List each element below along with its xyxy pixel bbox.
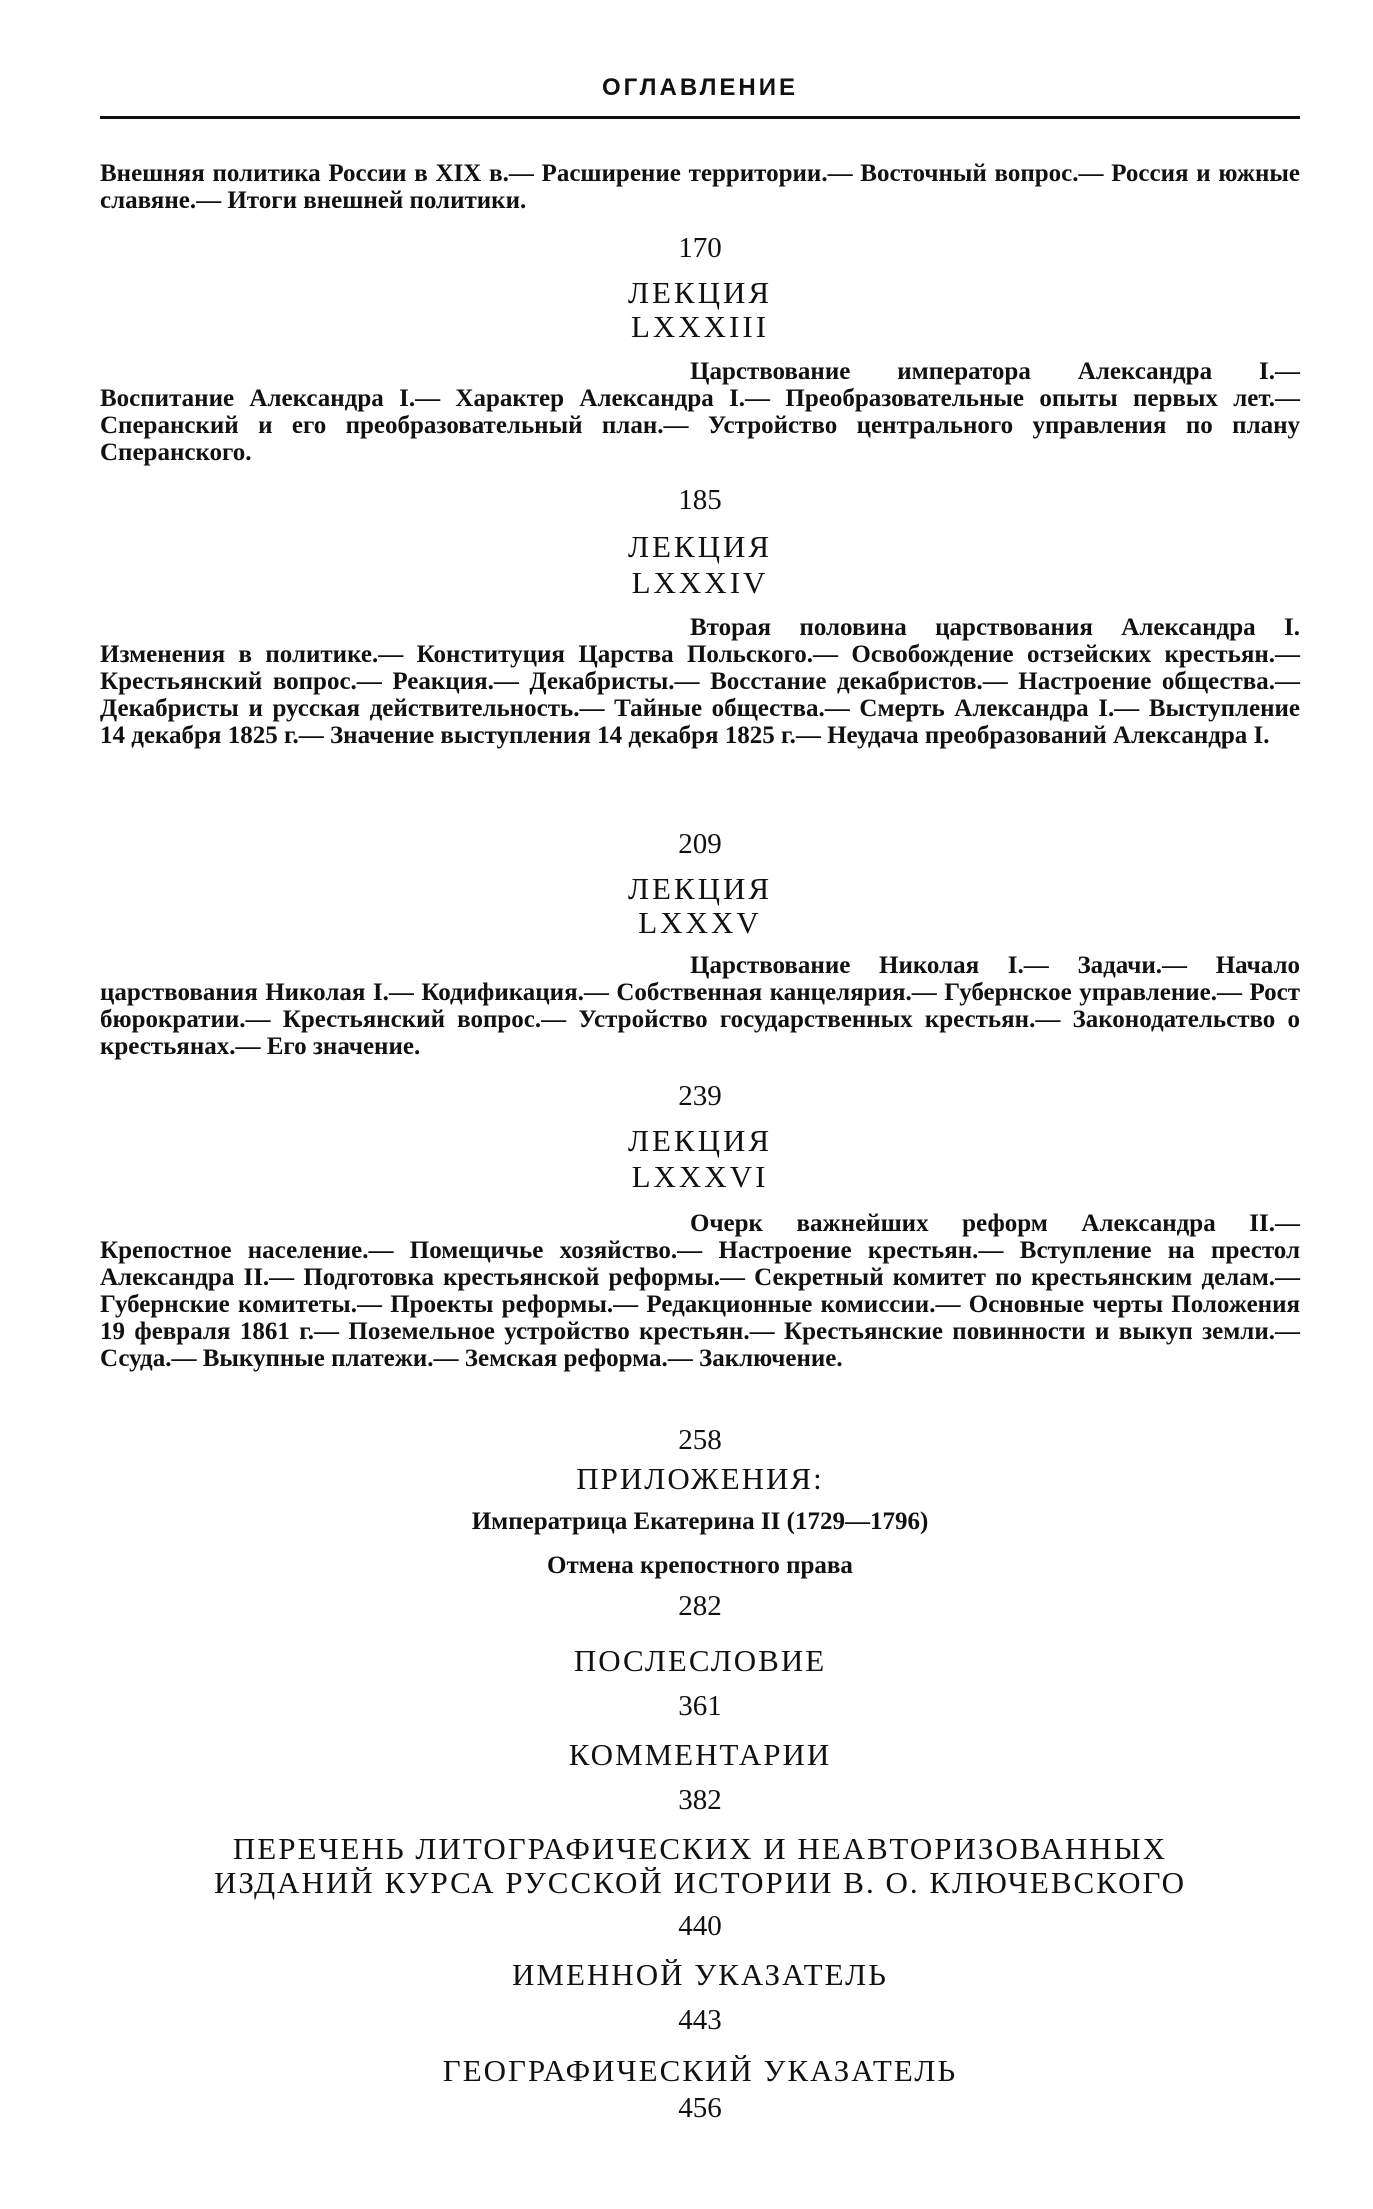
appendix-item-serfdom: Отмена крепостного права bbox=[547, 1552, 853, 1579]
lecture-84-number: LXXXIV bbox=[631, 565, 769, 600]
lecture-83-number: LXXXIII bbox=[630, 309, 770, 344]
lecture-84-summary: Вторая половина царствования Александра I. Изменения в политике.— Конституция Царства Польского.— Освобождение остзейских крестьян.— Крестьянский вопрос.— Реакция.— Декабристы.— Восстание декабристов.— Настроение общества.— Декабристы и русская действительность.— Тайные общества.— Смерть Александра I.— Выступление 14 декабря 1825 г.— Значение выступления 14 декабря 1825 г.— Неудача преобразований Александра I. bbox=[100, 614, 1300, 749]
name-index-page-number: 443 bbox=[678, 2004, 722, 2036]
lecture-86-heading: ЛЕКЦИЯ bbox=[627, 1123, 773, 1158]
lecture-83-summary: Царствование императора Александра I.— Воспитание Александра I.— Характер Александра I.— Преобразовательные опыты первых лет.— Сперанский и его преобразовательный план.— Устройство центрального управления по плану Сперанского. bbox=[100, 358, 1300, 466]
geographic-index-title: ГЕОГРАФИЧЕСКИЙ УКАЗАТЕЛЬ bbox=[442, 2053, 958, 2088]
lecture-86-page-number: 258 bbox=[678, 1424, 722, 1456]
intro-text: Внешняя политика России в XIX в.— Расширение территории.— Восточный вопрос.— Россия и южные славяне.— Итоги внешней политики. bbox=[100, 160, 1300, 214]
page-title: ОГЛАВЛЕНИЕ bbox=[601, 74, 799, 101]
editions-list-page-number: 440 bbox=[678, 1910, 722, 1942]
appendices-page-number: 282 bbox=[678, 1590, 722, 1622]
lecture-83-heading: ЛЕКЦИЯ bbox=[627, 275, 773, 310]
lecture-85-number: LXXXV bbox=[638, 905, 762, 940]
lecture-85-heading: ЛЕКЦИЯ bbox=[627, 871, 773, 906]
geographic-index-page-number: 456 bbox=[678, 2092, 722, 2124]
lecture-84-page-number: 209 bbox=[678, 828, 722, 860]
editions-list-title-line2: ИЗДАНИЙ КУРСА РУССКОЙ ИСТОРИИ В. О. КЛЮЧЕВСКОГО bbox=[213, 1865, 1187, 1900]
lecture-84-heading: ЛЕКЦИЯ bbox=[627, 529, 773, 564]
commentary-title: КОММЕНТАРИИ bbox=[568, 1737, 832, 1772]
lecture-86-summary: Очерк важнейших реформ Александра II.— Крепостное население.— Помещичье хозяйство.— Настроение крестьян.— Вступление на престол Александра II.— Подготовка крестьянской реформы.— Секретный комитет по крестьянским делам.— Губернские комитеты.— Проекты реформы.— Редакционные комиссии.— Основные черты Положения 19 февраля 1861 г.— Поземельное устройство крестьян.— Крестьянские повинности и выкуп земли.— Ссуда.— Выкупные платежи.— Земская реформа.— Заключение. bbox=[100, 1210, 1300, 1372]
appendix-item-catherine: Императрица Екатерина II (1729—1796) bbox=[471, 1508, 929, 1535]
name-index-title: ИМЕННОЙ УКАЗАТЕЛЬ bbox=[512, 1957, 888, 1992]
lecture-85-page-number: 239 bbox=[678, 1080, 722, 1112]
lecture-85-summary: Царствование Николая I.— Задачи.— Начало царствования Николая I.— Кодификация.— Собственная канцелярия.— Губернское управление.— Рост бюрократии.— Крестьянский вопрос.— Устройство государственных крестьян.— Законодательство о крестьянах.— Его значение. bbox=[100, 952, 1300, 1060]
afterword-page-number: 361 bbox=[678, 1690, 722, 1722]
afterword-title: ПОСЛЕСЛОВИЕ bbox=[573, 1643, 827, 1678]
lecture-86-number: LXXXVI bbox=[631, 1159, 769, 1194]
header-rule bbox=[100, 116, 1300, 119]
commentary-page-number: 382 bbox=[678, 1784, 722, 1816]
intro-page-number: 170 bbox=[678, 232, 722, 264]
editions-list-title-line1: ПЕРЕЧЕНЬ ЛИТОГРАФИЧЕСКИХ И НЕАВТОРИЗОВАННЫХ bbox=[232, 1831, 1168, 1866]
appendices-heading: ПРИЛОЖЕНИЯ: bbox=[576, 1461, 824, 1496]
lecture-83-page-number: 185 bbox=[678, 484, 722, 516]
